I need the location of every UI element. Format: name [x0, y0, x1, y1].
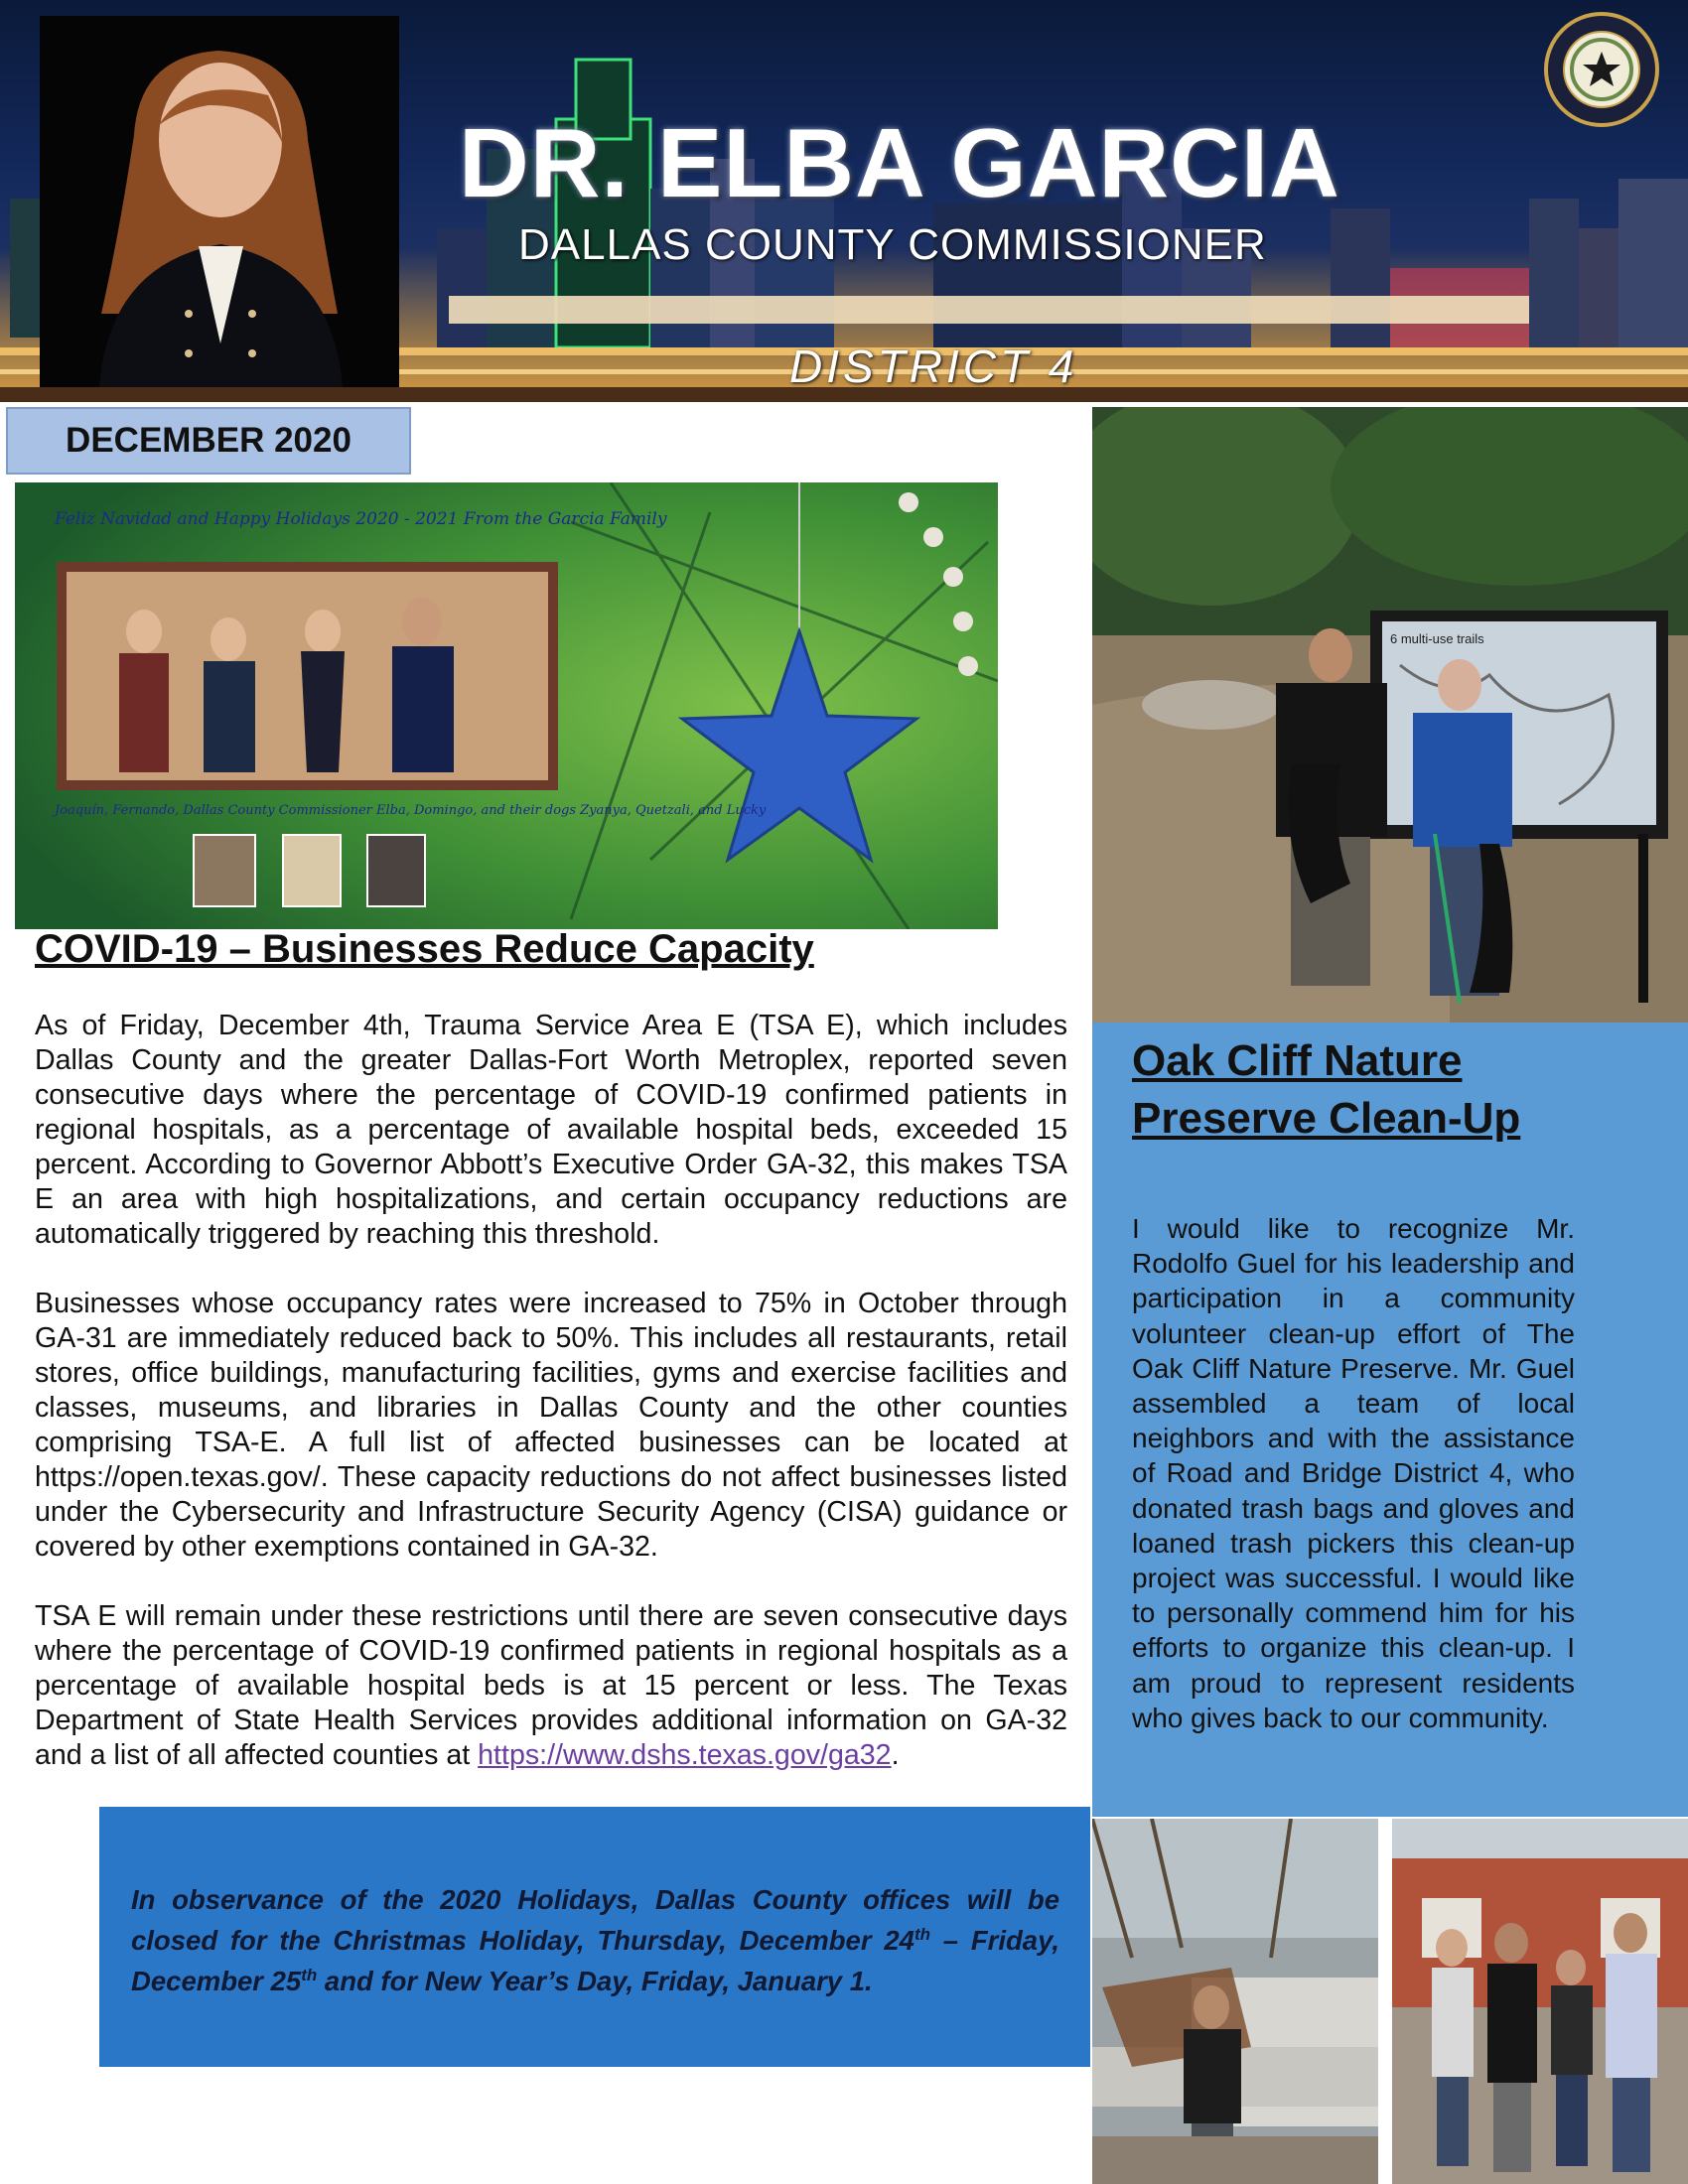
covid-article-body: [35, 1009, 1067, 1808]
link-period: .: [891, 1739, 900, 1771]
holiday-greeting-text: Feliz Navidad and Happy Holidays 2020 - 2021 From the Garcia Family: [55, 509, 667, 529]
holiday-greeting-photo: [15, 482, 998, 929]
title-divider-bar: [449, 296, 1529, 324]
notice-superscript-1: th: [914, 1925, 930, 1944]
oak-cliff-article-body: I would like to recognize Mr. Rodolfo Guel for his leadership and participation in a community volunteer clean-up effort of The Oak Cliff Nature Preserve. Mr. Guel assembled a team of local neighbors and with the assistance of Road and Bridge District 4, who donated trash bags and gloves and loaned trash pickers this clean-up project was successful. I would like to personally commend him for his efforts to organize this clean-up. I am proud to represent residents who gives back to our community.: [1132, 1213, 1575, 1733]
notice-part-1: In observance of the 2020 Holidays, Dallas County offices will be closed for the Christmas Holiday, Thursday, December 24: [131, 1884, 1059, 1957]
notice-part-3: and for New Year’s Day, Friday, January 1.: [317, 1966, 873, 1997]
dshs-ga32-link[interactable]: https://www.dshs.texas.gov/ga32: [478, 1739, 892, 1771]
notice-superscript-2: th: [301, 1966, 318, 1985]
header-banner: [0, 0, 1688, 402]
covid-paragraph-1: As of Friday, December 4th, Trauma Service Area E (TSA E), which includes Dallas County and the greater Dallas-Fort Worth Metroplex, reported seven consecutive days where the percentage of COVID-19 confirmed patients in regional hospitals, as a percentage of available hospital beds, exceeded 15 percent. According to Governor Abbott’s Executive Order GA-32, this makes TSA E an area with high hospitalizations, and certain occupancy reductions are automatically triggered by reaching this threshold.: [35, 1010, 1067, 1250]
covid-paragraph-2: Businesses whose occupancy rates were increased to 75% in October through GA-31 are immediately reduced back to 50%. This includes all restaurants, retail stores, office buildings, manufacturing facilities, gyms and exercise facilities and classes, museums, and libraries in Dallas County and the other counties comprising TSA-E. A full list of affected businesses can be located at https://open.texas.gov/. These capacity reductions do not affect businesses listed under the Cybersecurity and Infrastructure Security Agency (CISA) guidance or covered by other exemptions contained in GA-32.: [35, 1288, 1067, 1563]
commissioner-portrait: [40, 16, 399, 387]
commissioner-position: DALLAS COUNTY COMMISSIONER: [518, 220, 1267, 269]
covid-paragraph-3: [35, 1599, 1067, 1773]
holiday-caption-text: Joaquín, Fernando, Dallas County Commissioner Elba, Domingo, and their dogs Zyanya, Quetzali, and Lucky: [55, 803, 767, 818]
covid-article-title: COVID-19 – Businesses Reduce Capacity: [35, 927, 814, 971]
volunteer-group-photo: [1392, 1819, 1688, 2184]
notice-part-2: – Friday, December 25: [131, 1925, 1059, 1997]
covid-paragraph-3-text: TSA E will remain under these restrictions until there are seven consecutive days where the percentage of COVID-19 confirmed patients in regional hospitals as a percentage of available hospital beds is at 15 percent or less. The Texas Department of State Health Services provides additional information on GA-32 and a list of all affected counties at: [35, 1600, 1067, 1771]
issue-month-label: DECEMBER 2020: [6, 407, 411, 475]
nature-preserve-cleanup-photo: [1092, 407, 1688, 1023]
oak-cliff-article-title: Oak Cliff Nature Preserve Clean-Up: [1132, 1036, 1521, 1143]
district-label: DISTRICT 4: [789, 341, 1078, 392]
holiday-closure-notice-text: [131, 1882, 1059, 1998]
commissioner-name: DR. ELBA GARCIA: [459, 108, 1340, 217]
dallas-county-seal-icon: [1542, 10, 1661, 129]
photo-divider: [1378, 1819, 1392, 2184]
volunteer-truck-photo: [1092, 1819, 1378, 2184]
trail-sign-text: 6 multi-use trails: [1390, 631, 1484, 646]
